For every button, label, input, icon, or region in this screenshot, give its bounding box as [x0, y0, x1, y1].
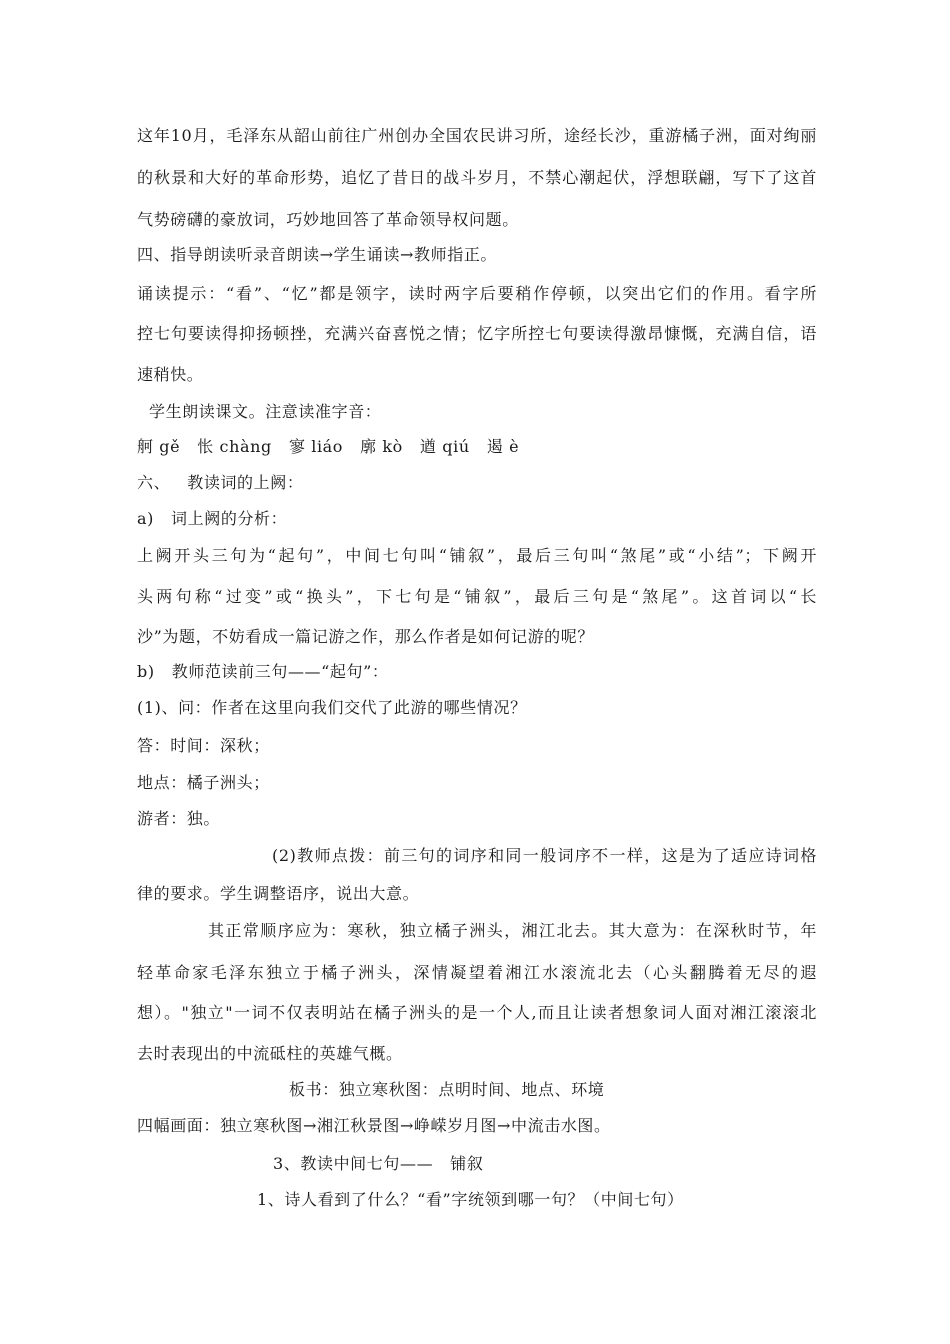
question-line: (1)、问：作者在这里向我们交代了此游的哪些情况？ [137, 698, 527, 717]
paragraph-line: 想）。"独立"一词不仅表明站在橘子洲头的是一个人,而且让读者想象词人面对湘江滚滚北 [137, 1003, 817, 1022]
paragraph-line: 其正常顺序应为：寒秋，独立橘子洲头，湘江北去。其大意为：在深秋时节，年 [208, 921, 817, 940]
answer-line: 游者：独。 [137, 809, 221, 828]
section-heading: 六、 教读词的上阙： [137, 473, 304, 492]
pronunciation-line: 舸 gě 怅 chàng 寥 liáo 廓 kò 遒 qiú 遏 è [137, 437, 520, 456]
paragraph-line: 这年10月，毛泽东从韶山前往广州创办全国农民讲习所，途经长沙，重游橘子洲，面对绚丽 [137, 126, 817, 145]
subsection-heading: 3、教读中间七句—— 铺叙 [273, 1154, 484, 1173]
paragraph-line: 律的要求。学生调整语序，说出大意。 [137, 884, 420, 903]
board-note: 板书：独立寒秋图：点明时间、地点、环境 [289, 1080, 605, 1099]
paragraph-line: 速稍快。 [137, 365, 204, 384]
subsection-heading: a) 词上阙的分析： [137, 509, 288, 528]
paragraph-line: 气势磅礴的豪放词，巧妙地回答了革命领导权问题。 [137, 210, 519, 229]
answer-line: 地点：橘子洲头； [137, 773, 270, 792]
paragraph-line: 上阙开头三句为“起句”，中间七句叫“铺叙”，最后三句叫“煞尾”或“小结”；下阙开 [137, 546, 817, 565]
paragraph-line: (2)教师点拨：前三句的词序和同一般词序不一样，这是为了适应诗词格 [272, 846, 817, 865]
section-heading: 四、指导朗读听录音朗读→学生诵读→教师指正。 [137, 245, 498, 264]
paragraph-line: 沙”为题，不妨看成一篇记游之作，那么作者是如何记游的呢？ [137, 627, 594, 646]
paragraph-line: 控七句要读得抑扬顿挫，充满兴奋喜悦之情；忆字所控七句要读得激昂慷慨，充满自信，语 [137, 324, 817, 343]
paragraph-line: 学生朗读课文。注意读准字音： [149, 402, 382, 421]
paragraph-line: 去时表现出的中流砥柱的英雄气概。 [137, 1044, 403, 1063]
paragraph-line: 四幅画面：独立寒秋图→湘江秋景图→峥嵘岁月图→中流击水图。 [137, 1116, 611, 1135]
paragraph-line: 的秋景和大好的革命形势，追忆了昔日的战斗岁月，不禁心潮起伏，浮想联翩，写下了这首 [137, 168, 817, 187]
paragraph-line: 轻革命家毛泽东独立于橘子洲头，深情凝望着湘江水滚流北去（心头翻腾着无尽的遐 [137, 963, 817, 982]
answer-line: 答：时间：深秋； [137, 736, 270, 755]
paragraph-line: 诵读提示：“看”、“忆”都是领字，读时两字后要稍作停顿，以突出它们的作用。看字所 [137, 284, 817, 303]
paragraph-line: 头两句称“过变”或“换头”，下七句是“铺叙”，最后三句是“煞尾”。这首词以“长 [137, 587, 817, 606]
question-line: 1、诗人看到了什么？“看”字统领到哪一句？（中间七句） [257, 1190, 684, 1209]
subsection-heading: b) 教师范读前三句——“起句”： [137, 662, 389, 681]
